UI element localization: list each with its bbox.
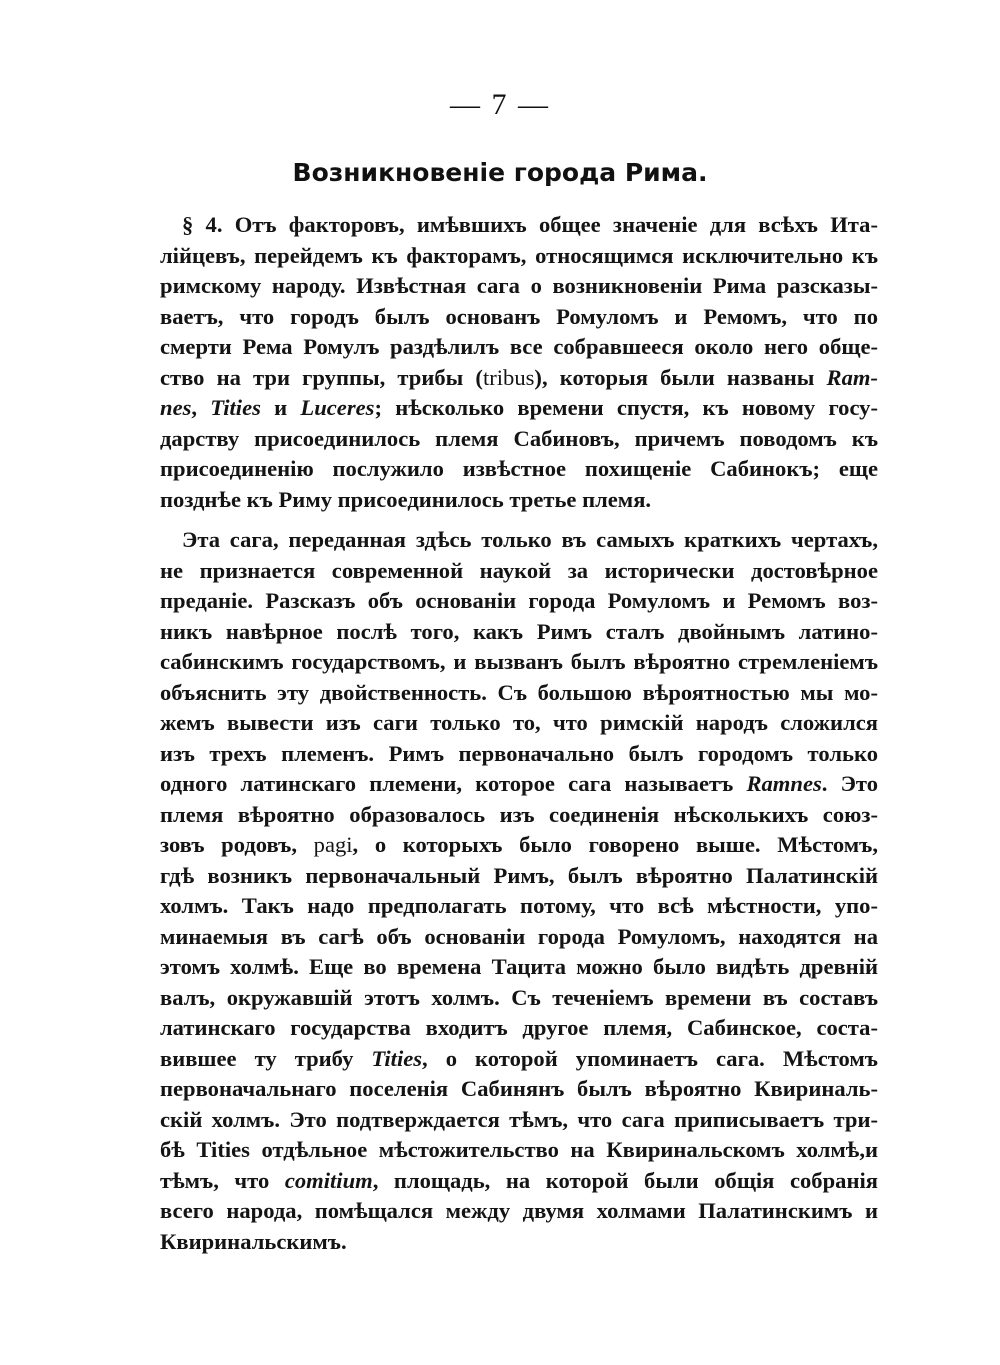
paragraph-1 [160,210,878,515]
text-line: скій холмъ. Это подтверждается тѣмъ, что сага приписываетъ три- [160,1106,878,1132]
italic-term: Luceres [300,395,375,420]
text-line: племя вѣроятно образовалось изъ соединенія нѣсколькихъ союз- [160,801,878,827]
latin-term: pagi [313,832,353,857]
text-line: не признается современной наукой за исторически достовѣрное [160,557,878,583]
text-line: жемъ вывести изъ саги только то, что римскій народъ сложился [160,710,878,735]
paragraph-2 [160,525,878,1257]
text-line: зовъ родовъ, pagi, о которыхъ было говорено выше. Мѣстомъ, [160,832,878,857]
text-line: дарству присоединилось племя Сабиновъ, причемъ поводомъ къ [160,425,878,451]
italic-term: comitium [284,1167,373,1193]
text-line: тѣмъ, что comitium, площадь, на которой были общія собранія [160,1167,878,1193]
text-line: всего народа, помѣщался между двумя холмами Палатинскимъ и [160,1198,878,1223]
text-line: гдѣ возникъ первоначальный Римъ, былъ вѣроятно Палатинскій [160,862,878,888]
italic-term: Ramnes [746,771,822,796]
section-heading: Возникновеніе города Рима. [292,158,708,187]
latin-term: Tities [196,1137,250,1162]
text-line: ваетъ, что городъ былъ основанъ Ромуломъ и Ремомъ, что по [160,303,878,329]
page-number: — 7 — [450,88,550,121]
italic-term: Tities [210,395,261,420]
italic-term: Ram- [826,364,878,390]
text-line: § 4. Отъ факторовъ, имѣвшихъ общее значеніе для всѣхъ Ита- [182,212,878,237]
text-line: бѣ Tities отдѣльное мѣстожительство на Квиринальскомъ холмѣ,и [160,1137,878,1162]
text-line: лійцевъ, перейдемъ къ факторамъ, относящимся исключительно къ [160,242,878,268]
text-line: валъ, окружавшій этотъ холмъ. Съ теченіемъ времени въ составъ [160,984,878,1010]
text-line: латинскаго государства входитъ другое племя, Сабинское, соста- [160,1015,878,1040]
text-line: одного латинскаго племени, которое сага называетъ Ramnes. Это [160,771,878,796]
text-line: минаемыя въ сагѣ объ основаніи города Ромуломъ, находятся на [160,923,878,949]
latin-term: tribus [482,364,535,390]
italic-term: nes [160,395,192,420]
text-line: смерти Рема Ромулъ раздѣлилъ все собравшееся около него обще- [160,334,878,359]
text-line: Квиринальскимъ. [160,1228,347,1254]
text-line: объяснить эту двойственность. Съ большою вѣроятностью мы мо- [160,679,878,705]
text-line: изъ трехъ племенъ. Римъ первоначально былъ городомъ только [160,740,878,766]
text-line: сабинскимъ государствомъ, и вызванъ былъ вѣроятно стремленіемъ [160,649,878,674]
text-line: вившее ту трибу Tities, о которой упоминаетъ сага. Мѣстомъ [160,1045,878,1071]
text-line: римскому народу. Извѣстная сага о возникновеніи Рима разсказы- [160,273,878,298]
text-line: никъ навѣрное послѣ того, какъ Римъ сталъ двойнымъ латино- [160,618,878,644]
text-line: ство на три группы, трибы (tribus), которыя были названы Ram- [160,364,878,390]
text-line: nes, Tities и Luceres; нѣсколько времени спустя, къ новому госу- [160,395,878,420]
text-line: Эта сага, переданная здѣсь только въ самыхъ краткихъ чертахъ, [182,527,878,552]
text-line: позднѣе къ Риму присоединилось третье племя. [160,486,652,512]
text-line: холмъ. Такъ надо предполагать потому, что всѣ мѣстности, упо- [160,893,878,918]
text-line: присоединенію послужило извѣстное похищеніе Сабинокъ; еще [160,456,878,481]
text-line: первоначальнаго поселенія Сабинянъ былъ вѣроятно Квириналь- [160,1076,878,1101]
text-line: преданіе. Разсказъ объ основаніи города Ромуломъ и Ремомъ воз- [160,588,878,613]
italic-term: Tities [371,1045,423,1071]
text-line: этомъ холмѣ. Еще во времена Тацита можно было видѣть древній [160,954,878,979]
